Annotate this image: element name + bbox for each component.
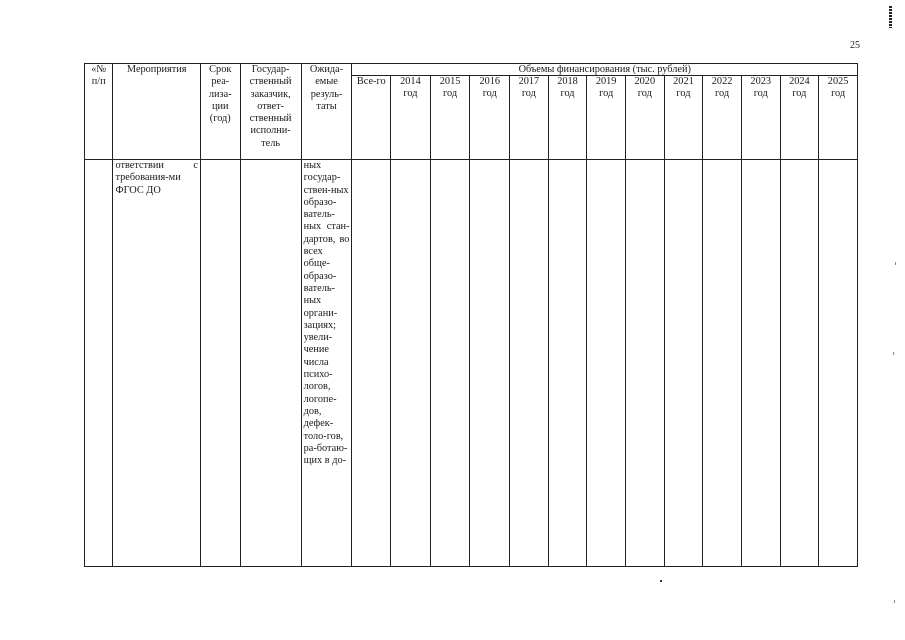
cell-year	[625, 160, 664, 567]
header-year: 2020 год	[625, 76, 664, 160]
header-year: 2014 год	[391, 76, 431, 160]
scan-dot	[660, 580, 662, 582]
header-year: 2022 год	[703, 76, 742, 160]
header-year: 2018 год	[548, 76, 587, 160]
header-term: Срок реа-лиза-ции (год)	[200, 64, 240, 160]
header-customer: Государ-ственный заказчик, ответ-ственный исполни-тель	[240, 64, 301, 160]
header-year: 2023 год	[741, 76, 780, 160]
scan-speck	[893, 352, 894, 355]
cell-year	[587, 160, 626, 567]
cell-year	[819, 160, 858, 567]
header-year: 2015 год	[430, 76, 470, 160]
header-year: 2025 год	[819, 76, 858, 160]
page-number: 25	[850, 40, 860, 51]
cell-year	[470, 160, 510, 567]
scan-speck	[895, 262, 896, 265]
header-total: Все-го	[352, 76, 391, 160]
cell-year	[780, 160, 819, 567]
header-results: Ожида-емые резуль-таты	[301, 64, 352, 160]
header-year: 2017 год	[510, 76, 549, 160]
header-year: 2021 год	[664, 76, 703, 160]
header-measures: Мероприятия	[113, 64, 200, 160]
header-year: 2019 год	[587, 76, 626, 160]
table-row	[85, 160, 858, 567]
cell-total	[352, 160, 391, 567]
cell-year	[391, 160, 431, 567]
header-num: «№ п/п	[85, 64, 113, 160]
cell-year	[430, 160, 470, 567]
cell-year	[703, 160, 742, 567]
cell-year	[510, 160, 549, 567]
header-year: 2024 год	[780, 76, 819, 160]
cell-measure: ответствии с требования-ми ФГОС ДО	[113, 160, 200, 567]
scan-speck	[894, 600, 895, 603]
cell-year	[741, 160, 780, 567]
cell-num	[85, 160, 113, 567]
cell-year	[664, 160, 703, 567]
funding-table	[84, 63, 858, 567]
cell-results: ных государ-ствен-ных образо-ватель-ных стан-дартов, во всех обще-образо-ватель-ных органи-зациях; увели-чение числа психо-логов, логопе-дов, дефек-толо-гов, ра-ботаю-щих в до-	[301, 160, 352, 567]
cell-customer	[240, 160, 301, 567]
cell-term	[200, 160, 240, 567]
header-funding: Объемы финансирования (тыс. рублей)	[352, 64, 858, 76]
header-year: 2016 год	[470, 76, 510, 160]
margin-mark	[889, 6, 892, 28]
cell-year	[548, 160, 587, 567]
